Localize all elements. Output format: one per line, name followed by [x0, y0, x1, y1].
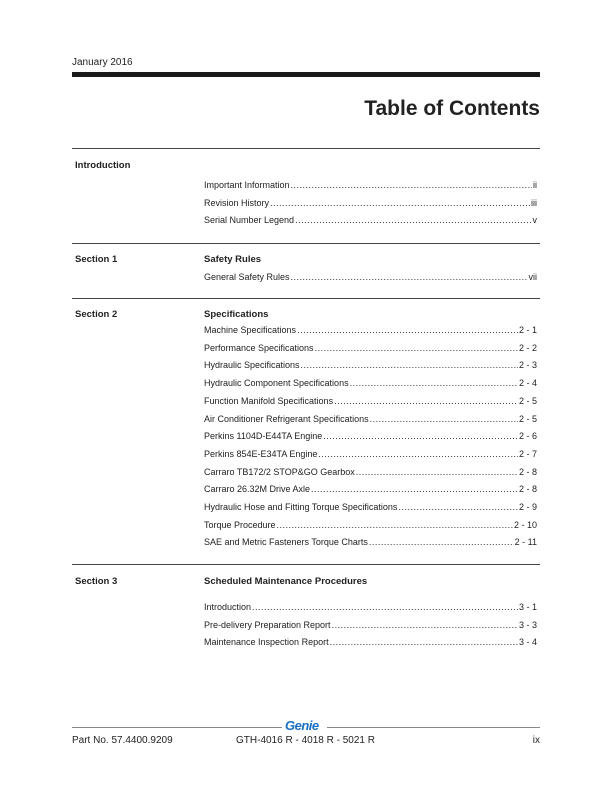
entry-page: 3 - 3	[518, 619, 537, 630]
entry-page: iii	[531, 197, 537, 208]
header-bar	[72, 72, 540, 77]
dot-leader	[318, 448, 518, 460]
toc-entry[interactable]	[204, 536, 537, 548]
page-title: Table of Contents	[364, 97, 540, 120]
entry-title: Maintenance Inspection Report	[204, 637, 329, 648]
entry-page: 2 - 7	[518, 448, 537, 459]
toc-entry[interactable]	[204, 601, 537, 613]
entry-title: Serial Number Legend	[204, 215, 295, 226]
header-date: January 2016	[72, 57, 133, 68]
divider	[72, 148, 540, 149]
toc-entry[interactable]	[204, 466, 537, 478]
toc-entry[interactable]	[204, 359, 537, 371]
dot-leader	[398, 501, 518, 513]
entry-title: Introduction	[204, 602, 252, 612]
entry-page: 2 - 8	[518, 466, 537, 477]
entry-page: ii	[533, 180, 537, 190]
entry-title: Important Information	[204, 180, 290, 190]
entry-page: 2 - 11	[514, 537, 537, 548]
entry-page: v	[532, 215, 537, 226]
entry-page: 2 - 1	[518, 325, 537, 335]
dot-leader	[311, 483, 518, 495]
footer-rule	[72, 727, 282, 728]
entry-page: 2 - 5	[518, 413, 537, 424]
dot-leader	[301, 359, 518, 371]
entry-title: Perkins 854E-E34TA Engine	[204, 448, 318, 459]
entry-title: Machine Specifications	[204, 325, 297, 335]
toc-entry[interactable]	[204, 636, 537, 648]
dot-leader	[334, 395, 518, 407]
section-label: Section 1	[75, 254, 118, 265]
toc-entry[interactable]	[204, 413, 537, 425]
entry-title: Hydraulic Component Specifications	[204, 378, 349, 389]
entry-title: SAE and Metric Fasteners Torque Charts	[204, 537, 368, 548]
toc-entry[interactable]	[204, 197, 537, 209]
section-heading: Specifications	[204, 309, 269, 320]
dot-leader	[297, 324, 518, 336]
toc-entry[interactable]	[204, 519, 537, 531]
dot-leader	[291, 271, 528, 283]
dot-leader	[370, 413, 518, 425]
entry-title: General Safety Rules	[204, 272, 290, 282]
entry-title: Function Manifold Specifications	[204, 395, 334, 406]
toc-entry[interactable]	[204, 342, 537, 354]
toc-entry[interactable]	[204, 483, 537, 495]
entry-title: Performance Specifications	[204, 342, 314, 353]
entry-title: Carraro 26.32M Drive Axle	[204, 484, 311, 495]
dot-leader	[356, 466, 518, 478]
divider	[72, 298, 540, 299]
section-label: Section 3	[75, 576, 118, 587]
entry-title: Hydraulic Specifications	[204, 360, 300, 371]
toc-entry[interactable]	[204, 430, 537, 442]
toc-entry[interactable]	[204, 448, 537, 460]
genie-logo: Genie	[285, 718, 319, 733]
toc-entry[interactable]	[204, 501, 537, 513]
entry-title: Revision History	[204, 197, 270, 208]
section-label: Section 2	[75, 309, 118, 320]
dot-leader	[350, 377, 518, 389]
entry-title: Hydraulic Hose and Fitting Torque Specifications	[204, 502, 398, 512]
entry-page: 2 - 4	[518, 378, 537, 389]
dot-leader	[291, 179, 532, 191]
entry-page: 2 - 2	[518, 342, 537, 353]
dot-leader	[323, 430, 518, 442]
entry-page: 3 - 4	[518, 637, 537, 648]
dot-leader	[277, 519, 513, 531]
divider	[72, 243, 540, 244]
dot-leader	[315, 342, 518, 354]
toc-entry[interactable]	[204, 324, 537, 336]
dot-leader	[295, 214, 531, 226]
toc-entry[interactable]	[204, 214, 537, 226]
entry-page: 2 - 10	[513, 519, 537, 530]
entry-title: Air Conditioner Refrigerant Specifications	[204, 413, 369, 424]
section-heading: Scheduled Maintenance Procedures	[204, 576, 368, 587]
dot-leader	[369, 536, 514, 548]
footer-rule	[327, 727, 540, 728]
toc-entry[interactable]	[204, 619, 537, 631]
entry-title: Perkins 1104D-E44TA Engine	[204, 431, 323, 442]
page-number: ix	[532, 735, 540, 746]
entry-page: vii	[528, 272, 537, 282]
part-number: Part No. 57.4400.9209	[72, 735, 173, 746]
entry-page: 2 - 5	[518, 395, 537, 406]
toc-entry[interactable]	[204, 395, 537, 407]
toc-entry[interactable]	[204, 179, 537, 191]
entry-page: 2 - 8	[518, 484, 537, 495]
dot-leader	[252, 601, 518, 613]
entry-title: Pre-delivery Preparation Report	[204, 619, 331, 630]
toc-entry[interactable]	[204, 377, 537, 389]
divider	[72, 564, 540, 565]
dot-leader	[332, 619, 518, 631]
entry-page: 2 - 6	[518, 431, 537, 442]
toc-entry[interactable]	[204, 271, 537, 283]
section-heading: Safety Rules	[204, 254, 262, 265]
entry-title: Carraro TB172/2 STOP&GO Gearbox	[204, 466, 355, 477]
entry-page: 3 - 1	[518, 602, 537, 612]
entry-page: 2 - 9	[518, 502, 537, 512]
dot-leader	[270, 197, 530, 209]
dot-leader	[330, 636, 518, 648]
entry-page: 2 - 3	[518, 360, 537, 371]
section-label: Introduction	[75, 160, 131, 171]
entry-title: Torque Procedure	[204, 519, 276, 530]
model-numbers: GTH-4016 R - 4018 R - 5021 R	[236, 735, 375, 746]
